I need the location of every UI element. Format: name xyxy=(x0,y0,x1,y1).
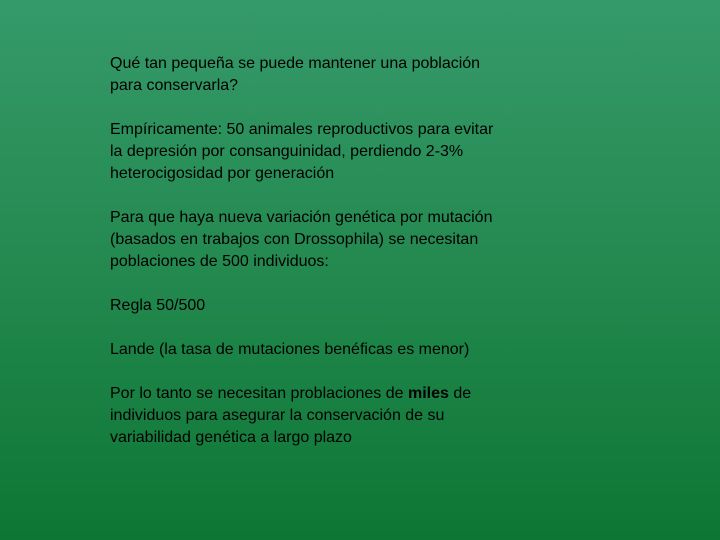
paragraph-lande xyxy=(110,339,560,361)
text-line: Empíricamente: 50 animales reproductivos para evitar xyxy=(110,121,494,138)
paragraph-question xyxy=(110,53,560,97)
paragraph-empirical xyxy=(110,119,560,185)
text-line xyxy=(110,383,560,405)
text-segment: Por lo tanto se necesitan problaciones de xyxy=(110,385,408,402)
text-line: heterocigosidad por generación xyxy=(110,165,335,182)
slide-body xyxy=(110,53,560,471)
text-line: Lande (la tasa de mutaciones benéficas es menor) xyxy=(110,341,470,358)
text-line: individuos para asegurar la conservación de su xyxy=(110,407,445,424)
text-line: Regla 50/500 xyxy=(110,297,206,314)
text-line: poblaciones de 500 individuos: xyxy=(110,253,329,270)
text-line: (basados en trabajos con Drossophila) se necesitan xyxy=(110,231,479,248)
text-segment: de xyxy=(448,385,472,402)
text-line: Qué tan pequeña se puede mantener una población xyxy=(110,55,481,72)
text-line: la depresión por consanguinidad, perdiendo 2-3% xyxy=(110,143,464,160)
paragraph-rule xyxy=(110,295,560,317)
text-line: variabilidad genética a largo plazo xyxy=(110,429,352,446)
emphasis-miles: miles xyxy=(407,385,449,402)
text-line: Para que haya nueva variación genética por mutación xyxy=(110,209,493,226)
text-line: para conservarla? xyxy=(110,77,239,94)
paragraph-conclusion xyxy=(110,383,560,449)
paragraph-mutation xyxy=(110,207,560,273)
